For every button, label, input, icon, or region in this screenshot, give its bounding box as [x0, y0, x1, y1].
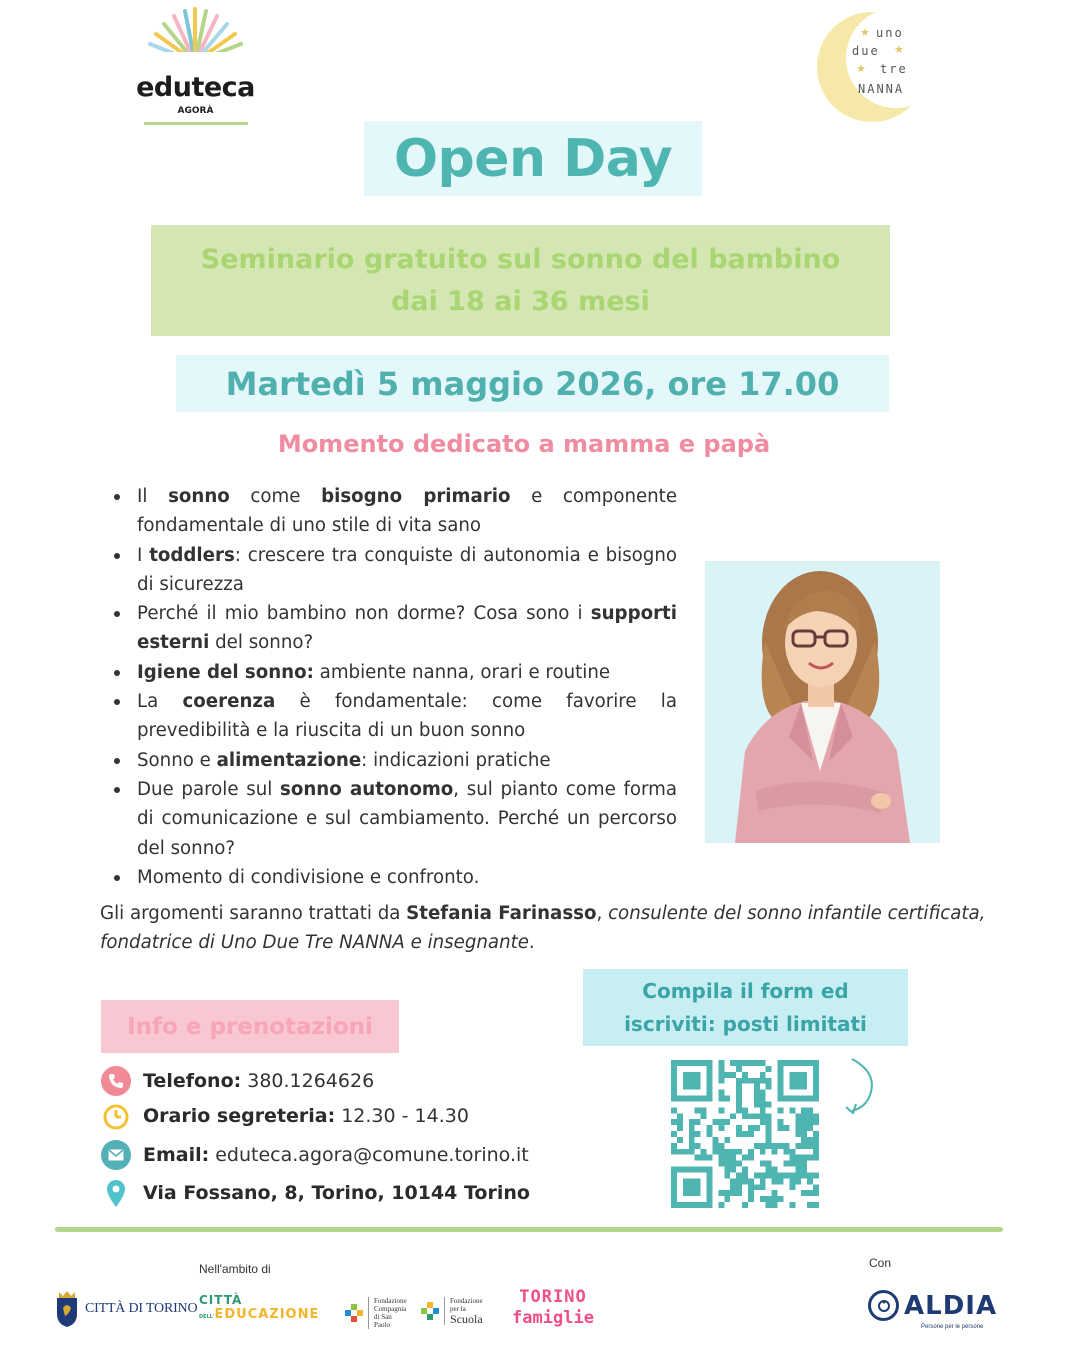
address-value: Via Fossano, 8, Torino, 10144 Torino	[143, 1182, 530, 1204]
speaker-name: Stefania Farinasso	[406, 903, 597, 924]
phone-value[interactable]: 380.1264626	[247, 1070, 375, 1092]
contact-hours	[101, 1101, 469, 1131]
aldia-name: ALDIA	[904, 1290, 998, 1321]
qr-code[interactable]	[670, 1060, 820, 1208]
topic-keyword: alimentazione	[216, 749, 362, 771]
citta-edu-word: EDUCAZIONE	[214, 1307, 320, 1322]
citta-torino-logo	[55, 1289, 197, 1329]
torino-famiglie-logo	[503, 1287, 603, 1332]
topic-item	[112, 775, 677, 863]
speaker-end: .	[528, 932, 535, 953]
torino-famiglie-line2: famiglie	[512, 1308, 594, 1328]
topic-text: ambiente nanna, orari e routine	[313, 661, 611, 683]
nanna-uno: uno	[876, 26, 904, 40]
topic-text: e componente fondamentale di uno stile di vita sano	[137, 486, 678, 537]
eduteca-rays-icon	[128, 6, 263, 68]
contact-phone	[101, 1066, 374, 1096]
citta-educazione-logo	[199, 1293, 319, 1322]
fondazione-scuola-logo	[421, 1297, 483, 1325]
seminar-line-2: dai 18 ai 36 mesi	[391, 285, 650, 317]
moment-title: Momento dedicato a mamma e papà	[277, 430, 771, 458]
footer-with-label: Con	[869, 1256, 892, 1270]
topic-text: Il	[137, 486, 169, 507]
topic-item	[112, 658, 677, 687]
fps-line3: Scuola	[450, 1312, 483, 1326]
fondazione-compagnia-logo	[345, 1297, 408, 1329]
speaker-intro: Gli argomenti saranno trattati da	[100, 903, 407, 924]
speaker-photo	[705, 561, 940, 843]
topic-text: come	[229, 486, 322, 507]
title-box	[364, 121, 702, 196]
speaker-role: consulente del sonno infantile certificata, fondatrice di Uno Due Tre NANNA e insegnante	[100, 903, 986, 953]
pixel-cross-icon	[421, 1302, 439, 1320]
contact-address	[101, 1178, 536, 1208]
topic-keyword: coerenza	[182, 691, 276, 713]
hours-label: Orario segreteria:	[143, 1105, 336, 1127]
map-pin-icon	[101, 1178, 131, 1208]
form-signup-box	[583, 969, 908, 1046]
nanna-due: due	[852, 44, 880, 58]
topic-text: Sonno e	[137, 749, 217, 771]
topic-keyword: supporti esterni	[137, 603, 677, 654]
pixel-cross-icon	[345, 1304, 363, 1322]
moon-icon	[814, 10, 929, 125]
fps-line1: Fondazione	[450, 1297, 483, 1305]
citta-torino-text: CITTÀ DI TORINO	[85, 1301, 198, 1316]
form-line-2: iscriviti: posti limitati	[624, 1011, 867, 1036]
topic-text: : crescere tra conquiste di autonomia e bisogno di sicurezza	[137, 544, 677, 595]
fcsp-text: Fondazione Compagnia di San Paolo	[368, 1297, 408, 1329]
citta-edu-line2	[199, 1307, 319, 1322]
date-box	[176, 355, 889, 412]
eduteca-sub: AGORÀ	[177, 106, 214, 116]
topic-text: del sonno?	[209, 632, 314, 654]
topic-item	[112, 482, 677, 541]
nanna-tre: tre	[880, 62, 908, 76]
form-line-1: Compila il form ed	[642, 978, 849, 1003]
topic-text: La	[137, 691, 183, 713]
page-title: Open Day	[393, 128, 673, 189]
eduteca-name: eduteca	[136, 72, 255, 103]
eduteca-logo	[128, 6, 263, 126]
topics-list	[112, 482, 677, 892]
info-title: Info e prenotazioni	[127, 1013, 373, 1040]
speaker-portrait-icon	[705, 561, 940, 843]
aldia-mark-icon	[868, 1290, 899, 1321]
topic-text: Due parole sul	[137, 778, 281, 800]
star-icon: ★	[860, 26, 870, 39]
curved-arrow-icon	[840, 1055, 880, 1120]
nanna-nanna: NANNA	[858, 82, 905, 96]
topic-text: : indicazioni pratiche	[361, 749, 551, 771]
torino-famiglie-line1: TORINO	[519, 1287, 587, 1307]
topic-item	[112, 687, 677, 746]
phone-icon	[101, 1066, 131, 1096]
speaker-sep: ,	[596, 903, 609, 924]
seminar-box	[151, 225, 890, 336]
topic-item	[112, 541, 677, 600]
citta-edu-line1: CITTÀ	[199, 1293, 243, 1307]
email-label: Email:	[143, 1144, 210, 1166]
hours-value: 12.30 - 14.30	[341, 1105, 469, 1127]
fps-text	[444, 1297, 483, 1325]
torino-crest-icon	[55, 1290, 79, 1328]
speaker-paragraph	[100, 899, 1005, 957]
footer-divider	[55, 1227, 1003, 1232]
topic-item	[112, 599, 677, 658]
topic-text: I	[137, 544, 150, 566]
topic-item	[112, 863, 677, 892]
topic-keyword: sonno	[168, 486, 230, 507]
footer-within-label: Nell'ambito di	[199, 1262, 271, 1276]
topic-keyword: Igiene del sonno:	[137, 661, 314, 683]
info-title-box	[101, 1000, 399, 1053]
aldia-tagline: Persone per le persone	[921, 1324, 984, 1330]
contact-email	[101, 1140, 529, 1170]
topic-text: , sul pianto come forma di comunicazione e sul cambiamento. Perché un percorso del sonno?	[137, 778, 678, 859]
phone-label: Telefono:	[143, 1070, 242, 1092]
topic-item	[112, 746, 677, 775]
event-date: Martedì 5 maggio 2026, ore 17.00	[225, 364, 840, 403]
topic-text: è fondamentale: come favorire la prevedibilità e la riuscita di un buon sonno	[137, 691, 677, 742]
nanna-logo	[814, 10, 929, 125]
star-icon: ★	[856, 62, 866, 75]
envelope-icon	[101, 1140, 131, 1170]
topic-keyword: toddlers	[149, 544, 235, 566]
topic-keyword: bisogno primario	[321, 486, 511, 507]
email-value[interactable]: eduteca.agora@comune.torino.it	[215, 1144, 529, 1166]
fps-line2: per la	[450, 1305, 466, 1313]
clock-icon	[101, 1101, 131, 1131]
topic-text: Momento di condivisione e confronto.	[137, 866, 480, 888]
topic-keyword: sonno autonomo	[280, 778, 454, 800]
citta-edu-dell: DELL'	[199, 1314, 215, 1320]
seminar-line-1: Seminario gratuito sul sonno del bambino	[200, 243, 841, 275]
star-icon: ★	[894, 43, 904, 56]
topic-text: Perché il mio bambino non dorme? Cosa sono i	[137, 603, 591, 625]
aldia-logo	[868, 1290, 997, 1321]
eduteca-underline	[144, 122, 248, 125]
